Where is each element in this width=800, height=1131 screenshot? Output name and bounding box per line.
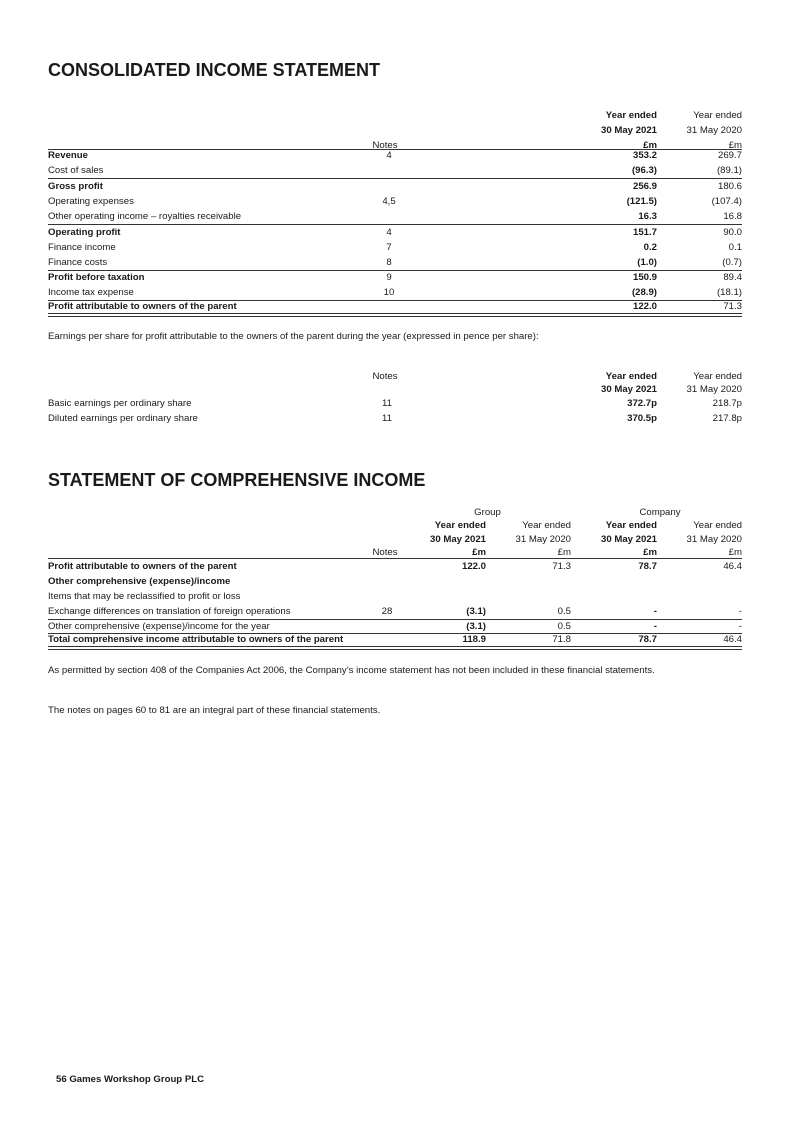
eps-col1-header-line2: 30 May 2021 [600,384,657,395]
is-rule-gross [48,178,742,179]
ci-company-header: Company [639,507,681,518]
ci-c1-unit: £m [643,547,657,558]
ci-rule-bottom-double [48,646,742,650]
is-col1-unit: £m [643,140,657,151]
document-page: CONSOLIDATED INCOME STATEMENT Year ended 30 May 2021 £m Year ended 31 May 2020 £m Notes Revenue 4 353.2 269.7 Cost of sales (96.3) (89.1) Gross profit 256.9 180.6 Operating expenses 4,5 (121.5) (107.4) Other operating income – royalties receivable 16.3 16.8 Operating profit 4 151.7 90.0 Finance income 7 0.2 0.1 Finance costs 8 (1.0) (0.7) Profit before taxation 9 150.9 89.4 Income tax expense 10 (28.9) (18.1) Profit attributable to owners of the parent 122.0 71.3 Earnings per share for profit attributable to the owners of the parent during the year (expressed in pence per share): Notes Year ended 30 May 2021 Year ended 31 May 2020 Basic earnings per ordinary share 11 372.7p 218.7p Diluted earnings per ordinary share 11 370.5p 217.8p STATEMENT OF COMPREHENSIVE INCOME Group Company Year ended 30 May 2021 £m Year ended 31 May 2020 £m Year ended 30 May 2021 £m Year ended 31 May 2020 £m Notes Profit attributable to owners of the parent 122.0 71.3 78.7 46.4 Other comprehensive (expense)/income Items that may be reclassified to profit or loss Exchange differences on translation of foreign operations 28 (3.1) 0.5 - - Other comprehensive (expense)/income for the year (3.1) 0.5 - - Total comprehensive income attributable to owners of the parent 118.9 71.8 78.7 46.4 As permitted by section 408 of the Companies Act 2006, the Company’s income statement has not been included in these financial statements. The notes on pages 60 to 81 are an integral part of these financial statements. 56 Games Workshop Group PLC [48,60,742,1085]
ci-g2-header-line1: Year ended [522,520,571,531]
page-footer: 56 Games Workshop Group PLC [56,1074,205,1085]
eps-col2-header-line1: Year ended [693,371,742,382]
income-statement-title: CONSOLIDATED INCOME STATEMENT [48,60,380,80]
ci-c1-header-line1: Year ended [605,520,657,531]
is-rule-bottom-double [48,313,742,317]
ci-c2-header-line1: Year ended [693,520,742,531]
eps-col1-header-line1: Year ended [605,371,657,382]
ci-g1-header-line2: 30 May 2021 [429,534,486,545]
is-rule-operating [48,224,742,225]
is-notes-header: Notes [372,140,398,151]
ci-g1-unit: £m [472,547,486,558]
is-rule-pbt [48,270,742,271]
ci-notes-header: Notes [372,547,398,558]
eps-intro-text: Earnings per share for profit attributable to the owners of the parent during the year (expressed in pence per share): [48,331,539,342]
ci-c1-header-line2: 30 May 2021 [600,534,657,545]
is-col2-unit: £m [728,140,742,151]
is-col1-header-line1: Year ended [605,110,657,121]
ci-header-rule [48,558,742,559]
section-408-note: As permitted by section 408 of the Companies Act 2006, the Company’s income statement has not been included in these financial statements. [48,665,655,676]
notes-integral-statement: The notes on pages 60 to 81 are an integral part of these financial statements. [48,705,381,716]
ci-g2-unit: £m [557,547,571,558]
eps-notes-header: Notes [372,371,398,382]
ci-g1-header-line1: Year ended [434,520,486,531]
ci-g2-header-line2: 31 May 2020 [515,534,571,545]
ci-c2-header-line2: 31 May 2020 [686,534,742,545]
is-col1-header-line2: 30 May 2021 [600,125,657,136]
ci-c2-unit: £m [728,547,742,558]
ci-group-header: Group [474,507,501,518]
is-col2-header-line2: 31 May 2020 [686,125,742,136]
ci-rule-oci [48,619,742,620]
comprehensive-income-title: STATEMENT OF COMPREHENSIVE INCOME [48,470,426,490]
is-col2-header-line1: Year ended [693,110,742,121]
eps-col2-header-line2: 31 May 2020 [686,384,742,395]
